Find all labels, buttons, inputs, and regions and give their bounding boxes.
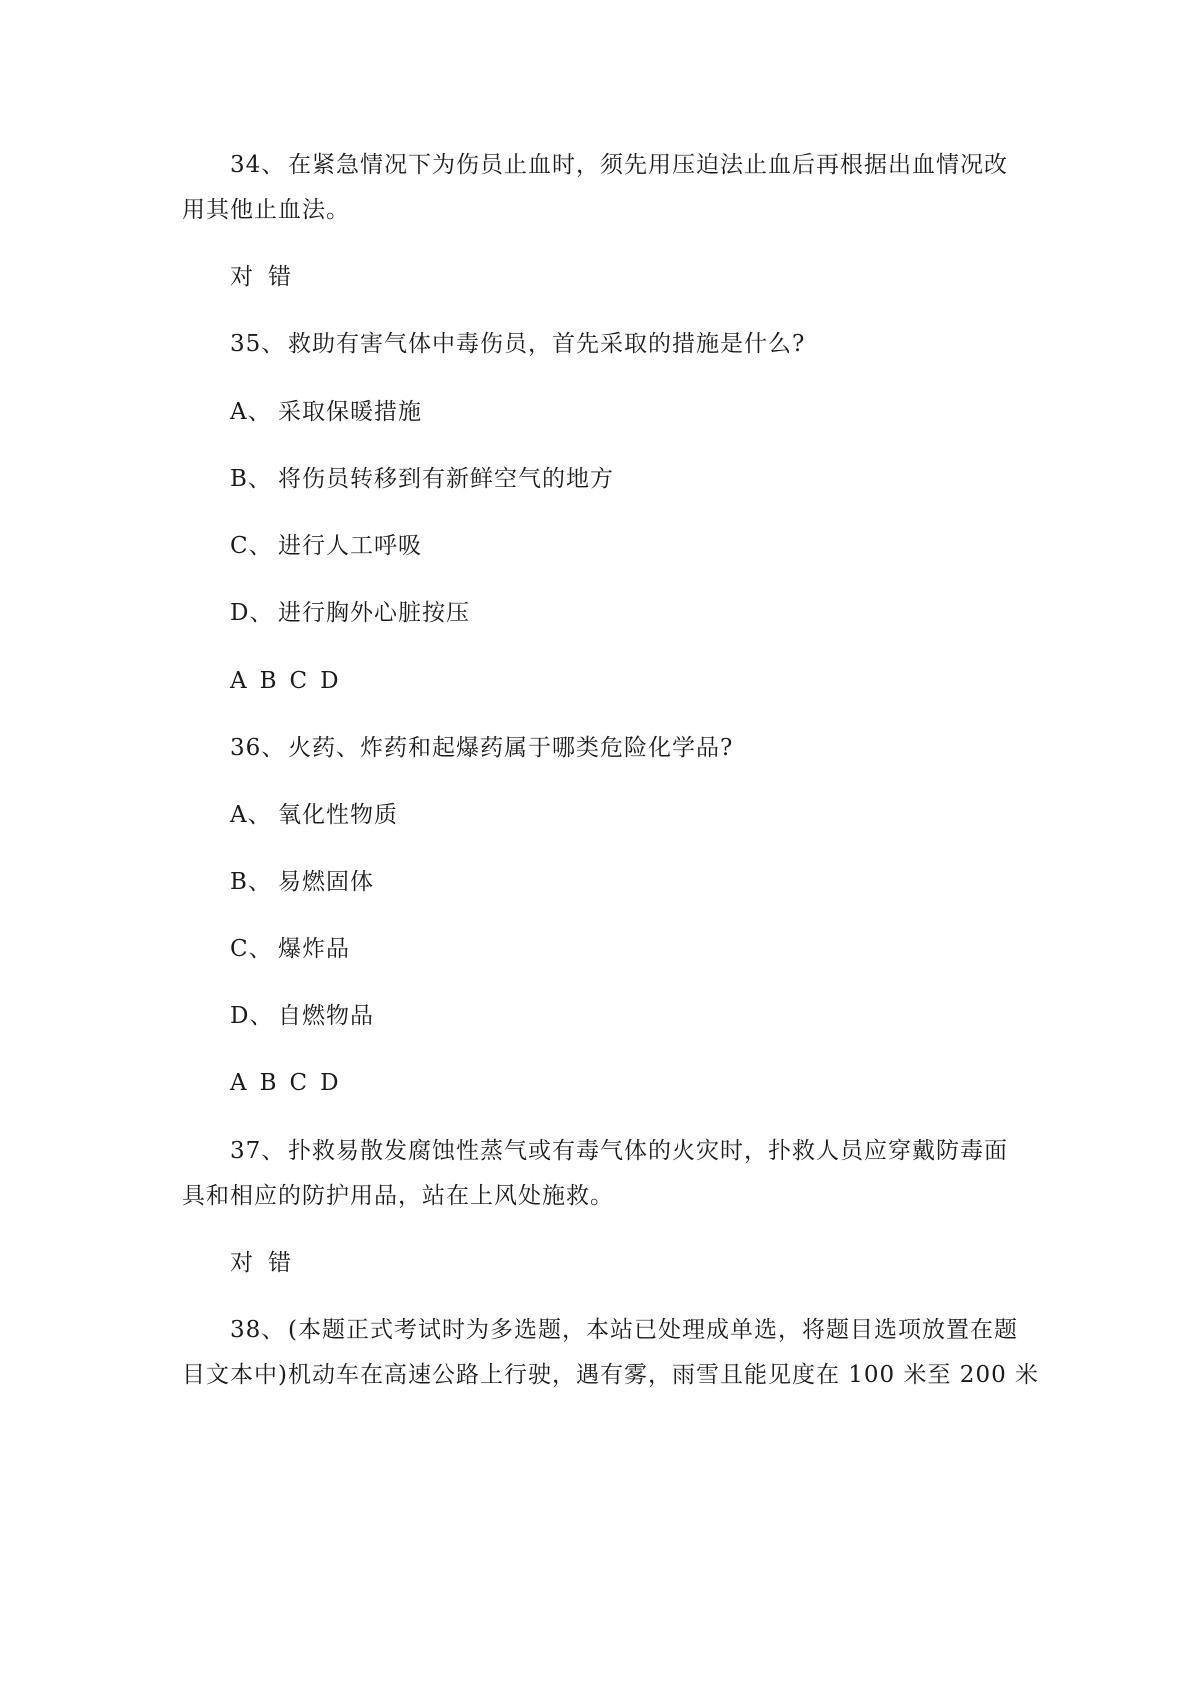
answer-c: C — [289, 1070, 309, 1096]
option-text: 进行胸外心脏按压 — [278, 600, 470, 626]
question-35-option-d — [230, 598, 470, 628]
option-text: 进行人工呼吸 — [278, 533, 422, 559]
question-36-option-a — [230, 800, 398, 830]
question-text-continued: 具和相应的防护用品，站在上风处施救。 — [182, 1183, 614, 1209]
answer-a: A — [230, 668, 248, 694]
question-text: 救助有害气体中毒伤员，首先采取的措施是什么? — [288, 331, 806, 357]
question-text: 火药、炸药和起爆药属于哪类危险化学品? — [288, 735, 734, 761]
question-number: 36、 — [230, 735, 286, 761]
question-37-answers — [230, 1248, 292, 1278]
question-36-answers — [230, 1068, 340, 1098]
option-text: 自燃物品 — [278, 1003, 374, 1029]
answer-true: 对 — [230, 1250, 254, 1276]
option-text: 氧化性物质 — [278, 802, 398, 828]
option-letter: A、 — [230, 802, 272, 828]
answer-a: A — [230, 1070, 248, 1096]
question-35-option-b — [230, 464, 614, 494]
option-letter: A、 — [230, 399, 272, 425]
question-number: 34、 — [230, 152, 286, 178]
question-number: 35、 — [230, 331, 286, 357]
option-text: 采取保暖措施 — [278, 399, 422, 425]
question-35-option-a — [230, 397, 422, 427]
answer-c: C — [289, 668, 309, 694]
question-38-line-2 — [182, 1360, 1039, 1390]
option-letter: D、 — [230, 1003, 274, 1029]
option-letter: B、 — [230, 869, 272, 895]
question-35-line-1 — [230, 329, 805, 359]
question-37-line-1 — [230, 1136, 1008, 1166]
question-text: 在紧急情况下为伤员止血时，须先用压迫法止血后再根据出血情况改 — [288, 152, 1008, 178]
question-number: 38、 — [230, 1317, 286, 1343]
question-36-option-c — [230, 934, 350, 964]
question-36-line-1 — [230, 733, 733, 763]
question-number: 37、 — [230, 1138, 286, 1164]
question-text: (本题正式考试时为多选题，本站已处理成单选，将题目选项放置在题 — [288, 1317, 1018, 1343]
question-34-line-2 — [182, 195, 350, 225]
option-letter: D、 — [230, 600, 274, 626]
question-35-answers — [230, 666, 340, 696]
answer-true: 对 — [230, 264, 254, 290]
option-text: 易燃固体 — [278, 869, 374, 895]
answer-false: 错 — [268, 264, 292, 290]
question-34-line-1 — [230, 150, 1008, 180]
answer-b: B — [259, 668, 278, 694]
option-letter: C、 — [230, 936, 273, 962]
option-text: 爆炸品 — [278, 936, 350, 962]
question-37-line-2 — [182, 1181, 614, 1211]
option-letter: C、 — [230, 533, 273, 559]
question-36-option-d — [230, 1001, 374, 1031]
answer-b: B — [259, 1070, 278, 1096]
question-text-continued: 用其他止血法。 — [182, 197, 350, 223]
question-38-line-1 — [230, 1315, 1018, 1345]
answer-d: D — [320, 1070, 340, 1096]
question-34-answers — [230, 262, 292, 292]
answer-false: 错 — [268, 1250, 292, 1276]
option-text: 将伤员转移到有新鲜空气的地方 — [278, 466, 614, 492]
option-letter: B、 — [230, 466, 272, 492]
question-text-continued: 目文本中)机动车在高速公路上行驶，遇有雾，雨雪且能见度在 100 米至 200 米 — [182, 1362, 1040, 1388]
question-36-option-b — [230, 867, 374, 897]
question-35-option-c — [230, 531, 422, 561]
question-text: 扑救易散发腐蚀性蒸气或有毒气体的火灾时，扑救人员应穿戴防毒面 — [288, 1138, 1008, 1164]
answer-d: D — [320, 668, 340, 694]
